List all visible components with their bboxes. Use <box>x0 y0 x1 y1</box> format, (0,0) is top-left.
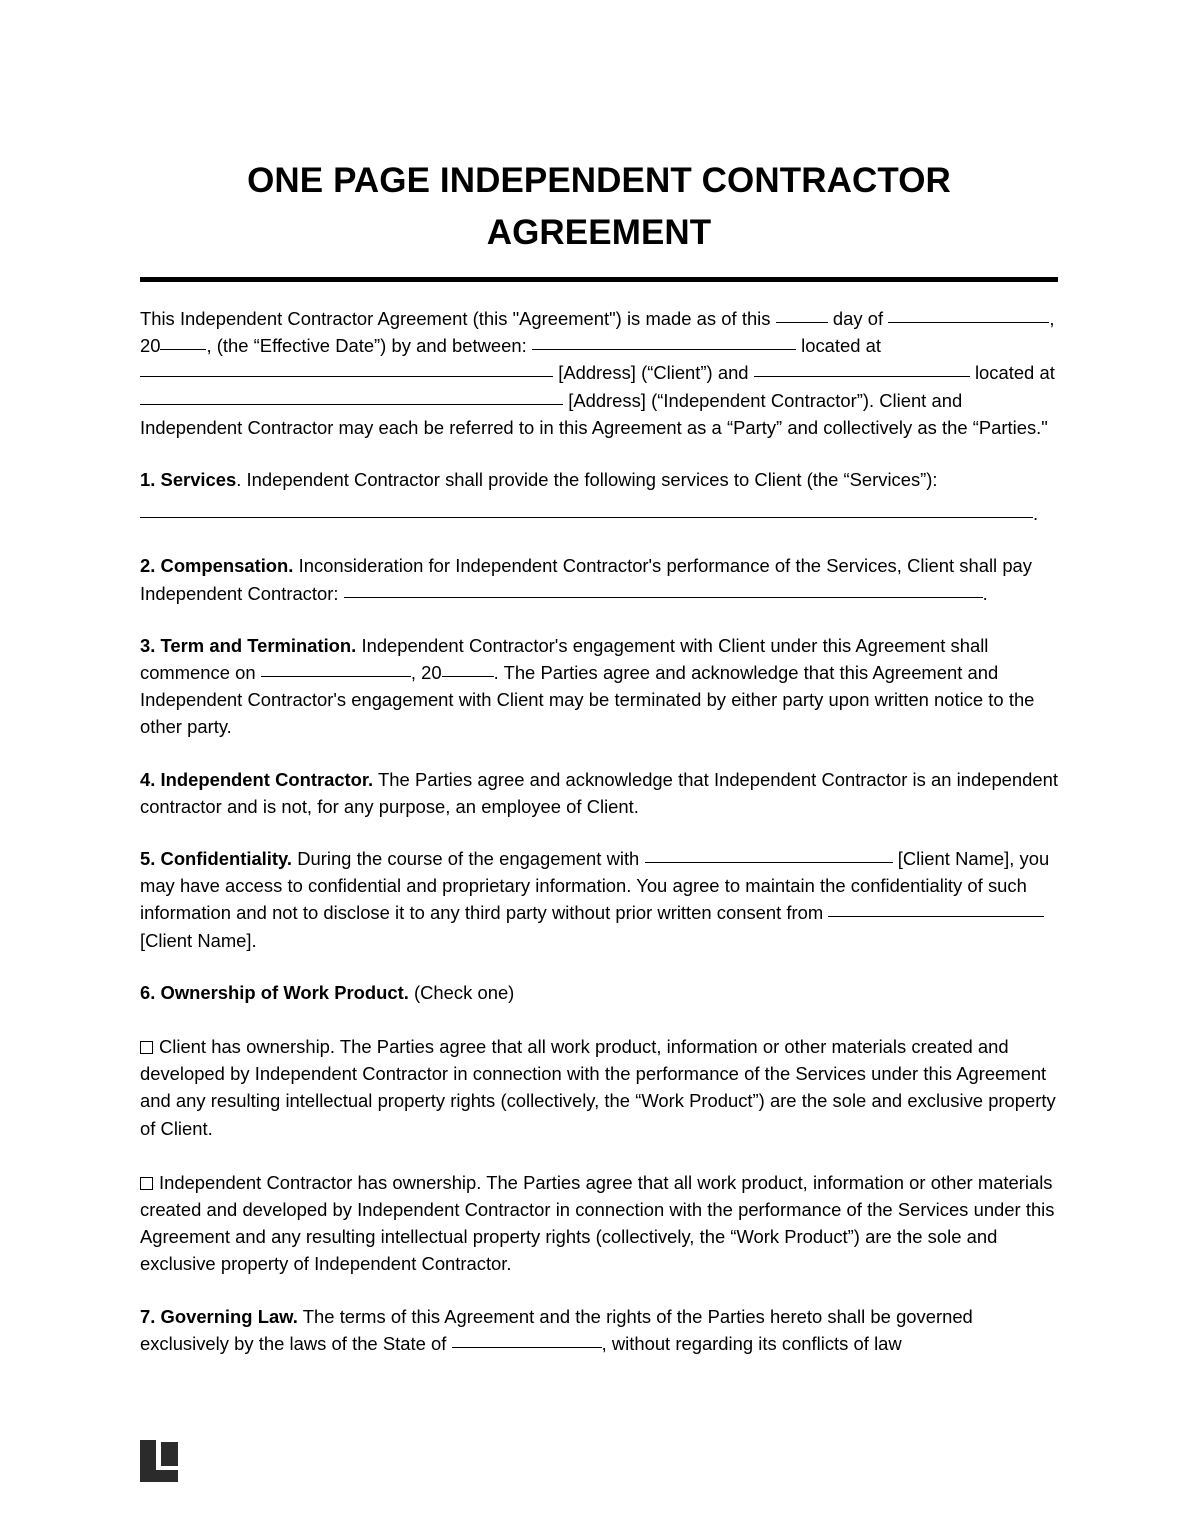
intro-client-address-blank[interactable] <box>140 361 553 377</box>
section-compensation-title: 2. Compensation. <box>140 555 294 577</box>
document-content <box>140 0 1058 1357</box>
section-term-termination-body-1: Independent Contractor's engagement with Client under this Agreement shall commence on <box>140 634 989 684</box>
section-independent-contractor-title: 4. Independent Contractor. <box>140 768 374 790</box>
checkbox-icon[interactable] <box>140 1041 153 1054</box>
section-confidentiality-body-1: During the course of the engagement with <box>292 848 640 870</box>
ownership-option-contractor[interactable] <box>140 1169 1058 1278</box>
intro-year-blank[interactable] <box>160 334 206 350</box>
section-confidentiality <box>140 845 1058 954</box>
section-governing-law-body-end: , without regarding its conflicts of law <box>601 1332 902 1354</box>
section-term-termination-body-2: , 20 <box>410 662 442 684</box>
section-term-termination <box>140 632 1058 741</box>
page-title: ONE PAGE INDEPENDENT CONTRACTOR AGREEMENT <box>247 161 951 252</box>
section-confidentiality-title: 5. Confidentiality. <box>140 848 293 870</box>
title-divider <box>140 277 1058 282</box>
section-services-blank[interactable] <box>140 502 1033 518</box>
ownership-option-contractor-label: Independent Contractor has ownership. The Parties agree that all work product, information or other materials created and developed by Independent Contractor in connection with the performance of the Services under this Agreement and any resulting intellectual property rights (collectively, the “Work Product”) are the sole and exclusive property of Independent Contractor. <box>140 1171 1055 1275</box>
intro-text-4: , (the “Effective Date”) by and between: <box>206 335 527 357</box>
intro-text-7: located at <box>974 362 1055 384</box>
intro-text-9: (“Independent Contractor”). Client and Independent Contractor may each be referred to in this Agreement as a “Party” and collectively as the “Parties." <box>140 389 1048 438</box>
intro-paragraph <box>140 305 1058 441</box>
checkbox-icon[interactable] <box>140 1177 153 1190</box>
ownership-option-client[interactable] <box>140 1033 1058 1142</box>
section-compensation-period: . <box>982 582 988 604</box>
intro-contractor-name-blank[interactable] <box>754 361 970 377</box>
section-term-commence-year-blank[interactable] <box>442 661 494 677</box>
section-compensation-body: Inconsideration for Independent Contractor's performance of the Services, Client shall pay Independent Contractor: <box>140 555 1032 604</box>
section-confidentiality-body-2: [Client Name], you may have access to confidential and proprietary information. You agree to maintain the confidentiality of such information and not to disclose it to any third party without prior written consent from <box>140 848 1050 924</box>
section-term-commence-date-blank[interactable] <box>261 661 411 677</box>
section-services-answer-row <box>140 500 1058 527</box>
section-term-termination-title: 3. Term and Termination. <box>140 634 357 656</box>
section-governing-law-title: 7. Governing Law. <box>140 1305 298 1327</box>
section-ownership <box>140 979 1058 1006</box>
intro-day-blank[interactable] <box>776 307 828 323</box>
intro-text-2: day of <box>832 308 884 329</box>
intro-month-blank[interactable] <box>888 307 1049 323</box>
section-services-period: . <box>1033 503 1039 525</box>
section-services-body: . Independent Contractor shall provide the following services to Client (the “Services”): <box>236 469 938 491</box>
section-confidentiality-body-3: [Client Name]. <box>140 929 257 951</box>
section-confidentiality-client-blank-1[interactable] <box>645 847 893 863</box>
section-ownership-title: 6. Ownership of Work Product. <box>140 981 409 1003</box>
ownership-option-client-label: Client has ownership. The Parties agree that all work product, information or other materials created and developed by Independent Contractor in connection with the performance of the Services under this Agreement and any resulting intellectual property rights (collectively, the “Work Product”) are the sole and exclusive property of Client. <box>140 1036 1056 1139</box>
section-governing-law <box>140 1303 1058 1357</box>
intro-text-6: [Address] (“Client”) and <box>558 362 749 384</box>
section-services-title: 1. Services <box>140 469 237 491</box>
legal-templates-logo <box>140 1440 182 1482</box>
section-compensation-blank[interactable] <box>344 582 983 598</box>
section-independent-contractor-body: The Parties agree and acknowledge that Independent Contractor is an independent contractor and is not, for any purpose, an employee of Client. <box>140 768 1058 817</box>
section-services <box>140 466 1058 493</box>
section-independent-contractor <box>140 766 1058 820</box>
section-governing-law-state-blank[interactable] <box>452 1332 602 1348</box>
section-ownership-instruction: (Check one) <box>408 981 515 1003</box>
section-term-termination-body-3: . The Parties agree and acknowledge that this Agreement and Independent Contractor's engagement with Client may be terminated by either party upon written notice to the other party. <box>140 662 1035 738</box>
section-compensation <box>140 552 1058 606</box>
intro-text-3: , 20 <box>140 308 1055 357</box>
intro-contractor-address-blank[interactable] <box>140 389 563 405</box>
intro-text-5: located at <box>801 335 881 357</box>
intro-text-8: [Address] <box>568 389 646 411</box>
section-confidentiality-client-blank-2[interactable] <box>828 901 1044 917</box>
intro-client-name-blank[interactable] <box>532 334 796 350</box>
intro-text-1: This Independent Contractor Agreement (this "Agreement") is made as of this <box>140 308 771 329</box>
section-governing-law-body: The terms of this Agreement and the rights of the Parties hereto shall be governed exclusively by the laws of the State of <box>140 1305 973 1354</box>
